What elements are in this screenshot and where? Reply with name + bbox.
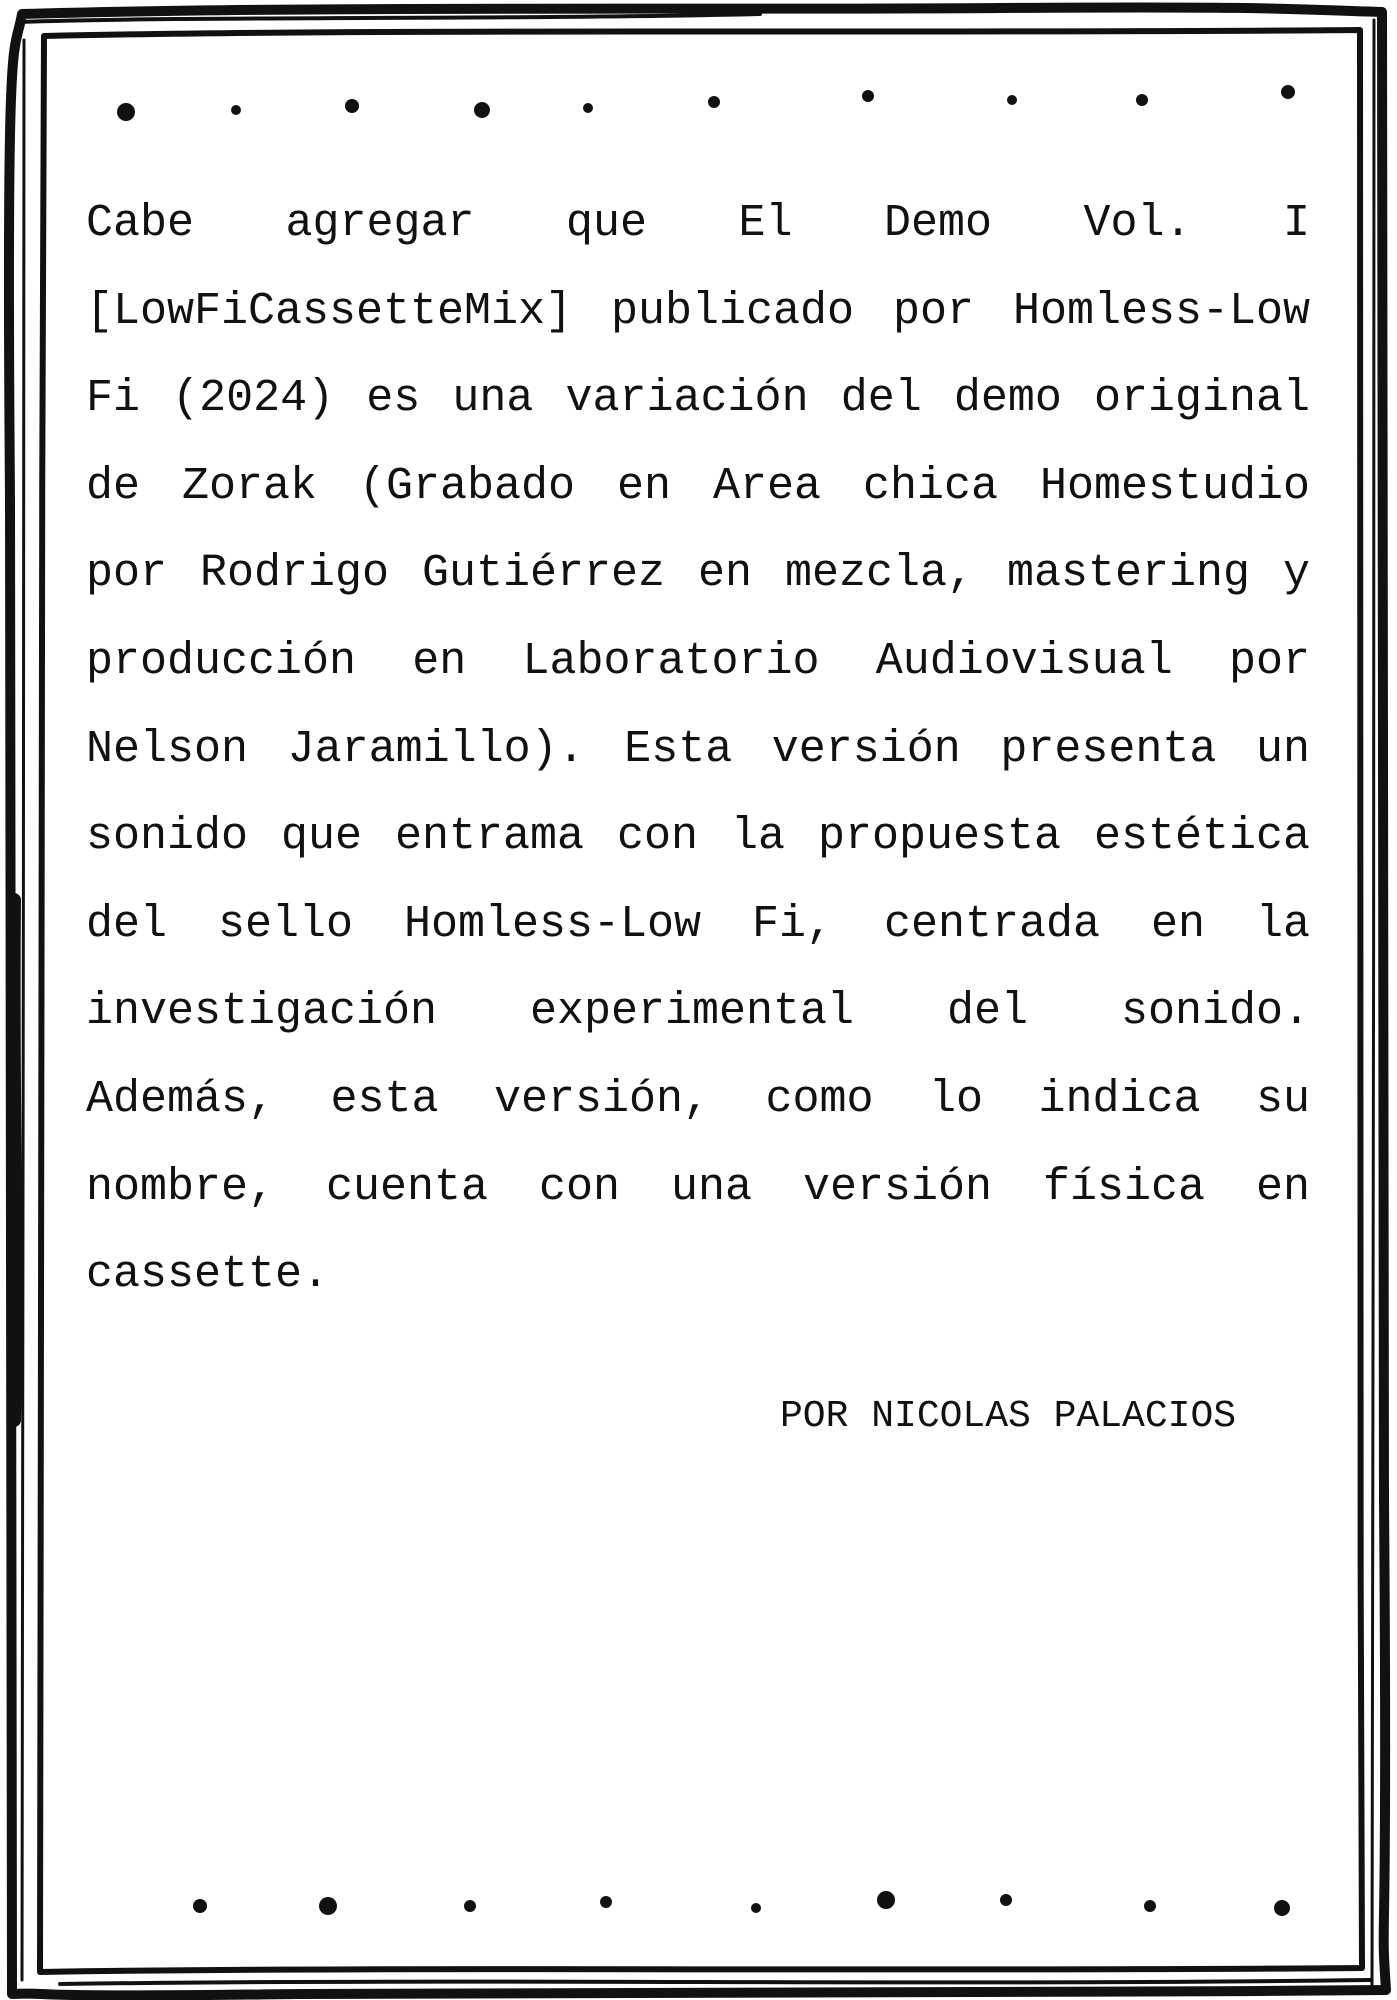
author-byline: POR NICOLAS PALACIOS <box>780 1395 1237 1438</box>
body-paragraph: Cabe agregar que El Demo Vol. I [LowFiCassetteMix] publicado por Homless-Low Fi (2024) es una variación del demo original de Zorak (Grabado en Area chica Homestudio por Rodrigo Gutiérrez en mezcla, mastering y producción en Laboratorio Audiovisual por Nelson Jaramillo). Esta versión presenta un sonido que entrama con la propuesta estética del sello Homless-Low Fi, centrada en la investigación experimental del sonido. Además, esta versión, como lo indica su nombre, cuenta con una versión física en cassette. <box>86 198 1310 1301</box>
